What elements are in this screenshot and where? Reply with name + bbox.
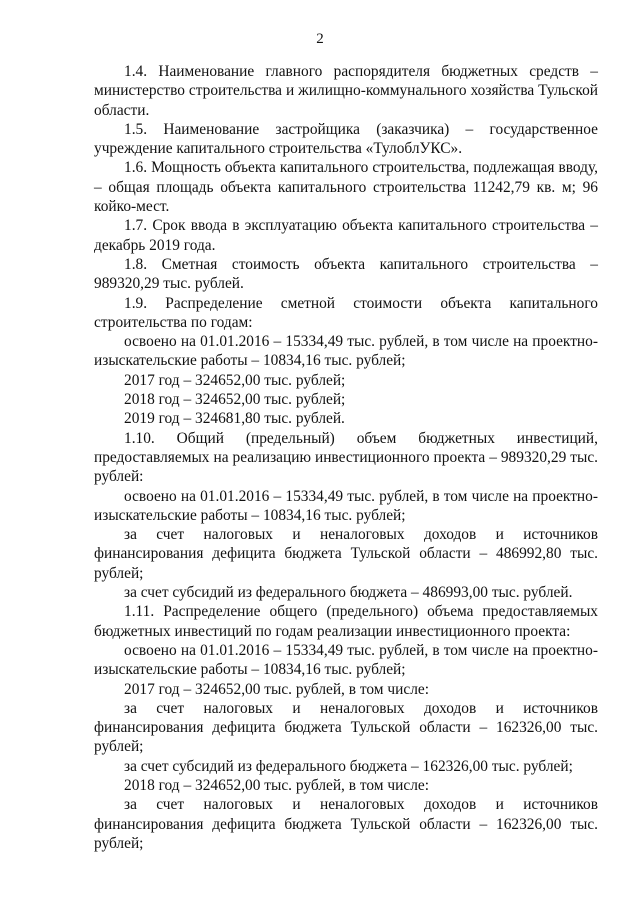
list-item: 2017 год – 324652,00 тыс. рублей; (124, 371, 346, 389)
list-item: 2018 год – 324652,00 тыс. рублей; (124, 391, 346, 409)
paragraph-1-10: 1.10. Общий (предельный) объем бюджетных инвестиций, предоставляемых на реализацию инвестиционного проекта – 989320,29 тыс. рублей: (94, 429, 598, 486)
list-item: 2019 год – 324681,80 тыс. рублей. (124, 410, 345, 428)
list-item: за счет налоговых и неналоговых доходов и источников финансирования дефицита бюджета Тульской области – 162326,00 тыс. рублей; (94, 699, 598, 756)
paragraph-1-8: 1.8. Сметная стоимость объекта капитального строительства – 989320,29 тыс. рублей. (94, 255, 598, 293)
list-item: освоено на 01.01.2016 – 15334,49 тыс. рублей, в том числе на проектно-изыскательские работы – 10834,16 тыс. рублей; (94, 487, 598, 524)
list-item: освоено на 01.01.2016 – 15334,49 тыс. рублей, в том числе на проектно-изыскательские работы – 10834,16 тыс. рублей; (94, 333, 598, 370)
page-number: 2 (316, 31, 324, 47)
paragraph-1-4: 1.4. Наименование главного распорядителя бюджетных средств – министерство строительства и жилищно-коммунального хозяйства Тульской области. (94, 63, 598, 119)
list-item: 2017 год – 324652,00 тыс. рублей, в том числе: (124, 680, 429, 698)
list-item: за счет субсидий из федерального бюджета – 162326,00 тыс. рублей; (124, 757, 573, 775)
list-item: 2018 год – 324652,00 тыс. рублей, в том числе: (124, 776, 429, 794)
paragraph-1-5: 1.5. Наименование застройщика (заказчика) – государственное учреждение капитального строительства «ТулоблУКС». (94, 120, 598, 158)
paragraph-1-9: 1.9. Распределение сметной стоимости объекта капитального строительства по годам: (94, 294, 598, 331)
list-item: за счет налоговых и неналоговых доходов и источников финансирования дефицита бюджета Тульской области – 162326,00 тыс. рублей; (94, 796, 598, 852)
list-item: за счет налоговых и неналоговых доходов и источников финансирования дефицита бюджета Тульской области – 486992,80 тыс. рублей; (94, 526, 598, 582)
paragraph-1-7: 1.7. Срок ввода в эксплуатацию объекта капитального строительства – декабрь 2019 года. (94, 217, 598, 254)
list-item: освоено на 01.01.2016 – 15334,49 тыс. рублей, в том числе на проектно-изыскательские работы – 10834,16 тыс. рублей; (94, 641, 598, 679)
paragraph-1-11: 1.11. Распределение общего (предельного) объема предоставляемых бюджетных инвестиций по годам реализации инвестиционного проекта: (94, 603, 598, 640)
paragraph-1-6: 1.6. Мощность объекта капитального строительства, подлежащая вводу, – общая площадь объекта капитального строительства 11242,79 кв. м; 96 койко-мест. (94, 159, 598, 216)
document-body (94, 62, 598, 853)
list-item: за счет субсидий из федерального бюджета – 486993,00 тыс. рублей. (124, 584, 573, 602)
